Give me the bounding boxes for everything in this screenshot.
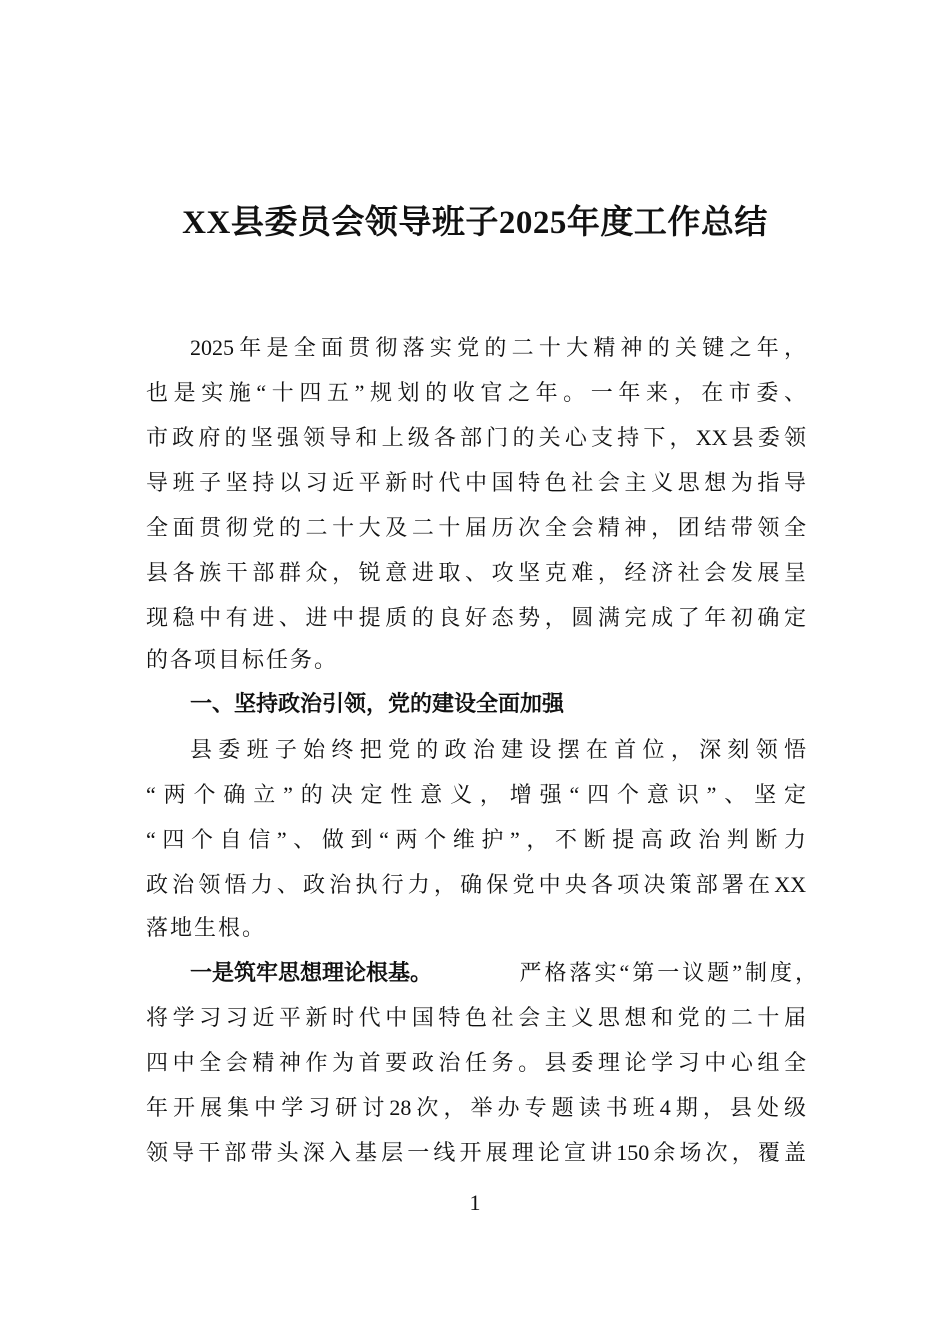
- point-lead-bold: 一是筑牢思想理论根基。: [190, 960, 433, 985]
- paragraph-line: “四个自信”、做到“两个维护”，不断提高政治判断力: [146, 827, 806, 852]
- paragraph-line: 将学习习近平新时代中国特色社会主义思想和党的二十届: [146, 1005, 806, 1030]
- paragraph-line: 的各项目标任务。: [146, 647, 339, 672]
- paragraph-line: “两个确立”的决定性意义，增强“四个意识”、坚定: [146, 782, 806, 807]
- paragraph-line: 年开展集中学习研讨28次，举办专题读书班4期，县处级: [146, 1095, 806, 1120]
- paragraph-line: [190, 958, 820, 988]
- paragraph-line: 四中全会精神作为首要政治任务。县委理论学习中心组全: [146, 1050, 806, 1075]
- paragraph-line: 政治领悟力、政治执行力，确保党中央各项决策部署在XX: [146, 872, 806, 897]
- paragraph-line: 落地生根。: [146, 915, 267, 940]
- page-number: 1: [469, 1190, 481, 1215]
- paragraph-line: 也是实施“十四五”规划的收官之年。一年来，在市委、: [146, 380, 806, 405]
- paragraph-line: 全面贯彻党的二十大及二十届历次全会精神，团结带领全: [146, 515, 806, 540]
- paragraph-line: 县委班子始终把党的政治建设摆在首位，深刻领悟: [190, 737, 806, 762]
- document-title: XX县委员会领导班子2025年度工作总结: [182, 205, 768, 241]
- paragraph-line: 市政府的坚强领导和上级各部门的关心支持下，XX县委领: [146, 425, 806, 450]
- paragraph-line: 领导干部带头深入基层一线开展理论宣讲150余场次，覆盖: [146, 1140, 806, 1165]
- paragraph-line: 县各族干部群众，锐意进取、攻坚克难，经济社会发展呈: [146, 560, 806, 585]
- paragraph-line: 现稳中有进、进中提质的良好态势，圆满完成了年初确定: [146, 605, 806, 630]
- point-lead-text: 严格落实“第一议题”制度，: [519, 960, 820, 985]
- paragraph-line: 2025年是全面贯彻落实党的二十大精神的关键之年，: [190, 335, 806, 360]
- paragraph-line: 导班子坚持以习近平新时代中国特色社会主义思想为指导: [146, 470, 806, 495]
- section-heading: 一、坚持政治引领，党的建设全面加强: [190, 692, 565, 717]
